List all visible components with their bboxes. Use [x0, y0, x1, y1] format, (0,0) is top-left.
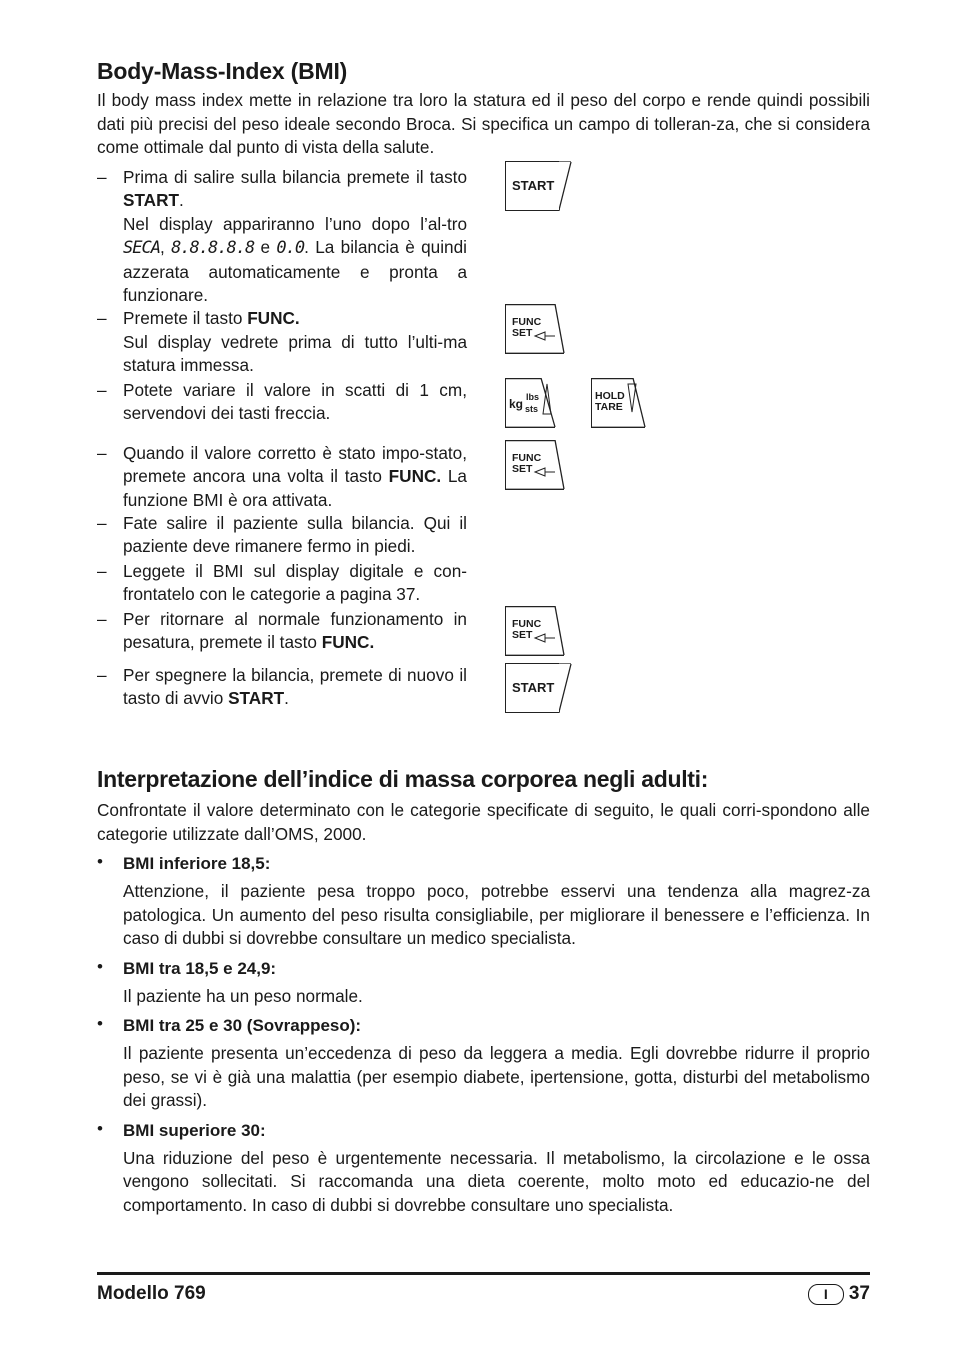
down-arrow-icon	[591, 378, 647, 428]
start-key-2: START	[505, 663, 559, 713]
footer-model: Modello 769	[97, 1283, 206, 1304]
page-number: 37	[848, 1283, 870, 1304]
category-underweight: • BMI inferiore 18,5: Attenzione, il paziente pesa troppo poco, potrebbe esservi una tendenza alla magrez-za patologica. Un aumento del peso risulta consigliabile, per migliorare il benessere e l’efficienza. In caso di dubbi si dovrebbe consultare un medico specialista.	[97, 852, 870, 948]
left-arrow-icon	[505, 440, 565, 490]
kg-lbs-sts-key: kg lbs sts	[505, 378, 541, 428]
display-zero-segment: 0.0	[276, 238, 305, 258]
section-title-bmi: Body-Mass-Index (BMI)	[97, 58, 348, 84]
key-slant-icon	[559, 663, 573, 713]
left-arrow-icon	[505, 606, 565, 656]
footer-divider	[97, 1272, 870, 1275]
step-display-sequence: Nel display appariranno l’uno dopo l’al-tro SECA, 8.8.8.8.8 e 0.0. La bilancia è quindi azzerata automaticamente e pronta a funzionare.	[123, 213, 467, 305]
start-key: START	[505, 161, 559, 211]
func-set-key-3: FUNC SET	[505, 606, 555, 656]
step-confirm-func: – Quando il valore corretto è stato impo-stato, premete ancora una volta il tasto FUNC. La funzione BMI è ora attivata.	[97, 442, 467, 510]
hold-tare-key: HOLD TARE	[591, 378, 631, 428]
step-read-bmi: – Leggete il BMI sul display digitale e con-frontatelo con le categorie a pagina 37.	[97, 560, 467, 604]
category-normal: • BMI tra 18,5 e 24,9: Il paziente ha un peso normale.	[97, 956, 363, 1006]
func-set-key-2: FUNC SET	[505, 440, 555, 490]
step-press-func: – Premete il tasto FUNC.	[97, 307, 300, 328]
language-badge: I	[808, 1284, 844, 1305]
func-set-key: FUNC SET	[505, 304, 555, 354]
bmi-interpretation-section	[97, 766, 870, 1217]
bmi-steps	[97, 166, 870, 724]
left-arrow-icon	[505, 304, 565, 354]
category-overweight: • BMI tra 25 e 30 (Sovrappeso): Il paziente presenta un’eccedenza di peso da leggera a media. Egli dovrebbe ridurre il proprio peso, se vi è già una malattia (per esempio diabete, ipertensione, gotta, disturbi del metabolismo dei grassi).	[97, 1014, 870, 1110]
display-seca-segment: SECA	[123, 238, 160, 258]
step-press-start: – Prima di salire sulla bilancia premete il tasto START.	[97, 166, 467, 210]
step-patient-on-scale: – Fate salire il paziente sulla bilancia. Qui il paziente deve rimanere fermo in piedi.	[97, 512, 467, 556]
footer-page-info	[808, 1283, 870, 1305]
section-title-interpretation: Interpretazione dell’indice di massa corporea negli adulti:	[97, 766, 709, 792]
step-return-weighing: – Per ritornare al normale funzionamento in pesatura, premete il tasto FUNC.	[97, 608, 467, 652]
step-last-height: Sul display vedrete prima di tutto l’ulti-ma statura immessa.	[123, 331, 467, 375]
page-content	[97, 58, 870, 1215]
key-slant-icon	[559, 161, 573, 211]
interpretation-intro: Confrontate il valore determinato con le categorie specificate di seguito, le quali corri-spondono alle categorie utilizzate dall’OMS, 2000.	[97, 800, 870, 844]
step-switch-off: – Per spegnere la bilancia, premete di nuovo il tasto di avvio START.	[97, 664, 467, 708]
up-arrow-icon	[505, 378, 557, 428]
display-test-segment: 8.8.8.8.8	[171, 238, 255, 258]
step-arrow-keys: – Potete variare il valore in scatti di 1 cm, servendovi dei tasti freccia.	[97, 379, 467, 423]
category-obese: • BMI superiore 30: Una riduzione del peso è urgentemente necessaria. Il metabolismo, la circolazione e le ossa vengono sollecitati. Si raccomanda una dieta coerente, molto moto ed educazio-ne del comportamento. In caso di dubbi si dovrebbe consultare uno specialista.	[97, 1118, 870, 1215]
bmi-intro-paragraph: Il body mass index mette in relazione tra loro la statura ed il peso del corpo e rende quindi possibili dati più precisi del peso ideale secondo Broca. Si specifica un campo di tolleran-za, che si considera come ottimale dal punto di vista della salute.	[97, 90, 870, 157]
